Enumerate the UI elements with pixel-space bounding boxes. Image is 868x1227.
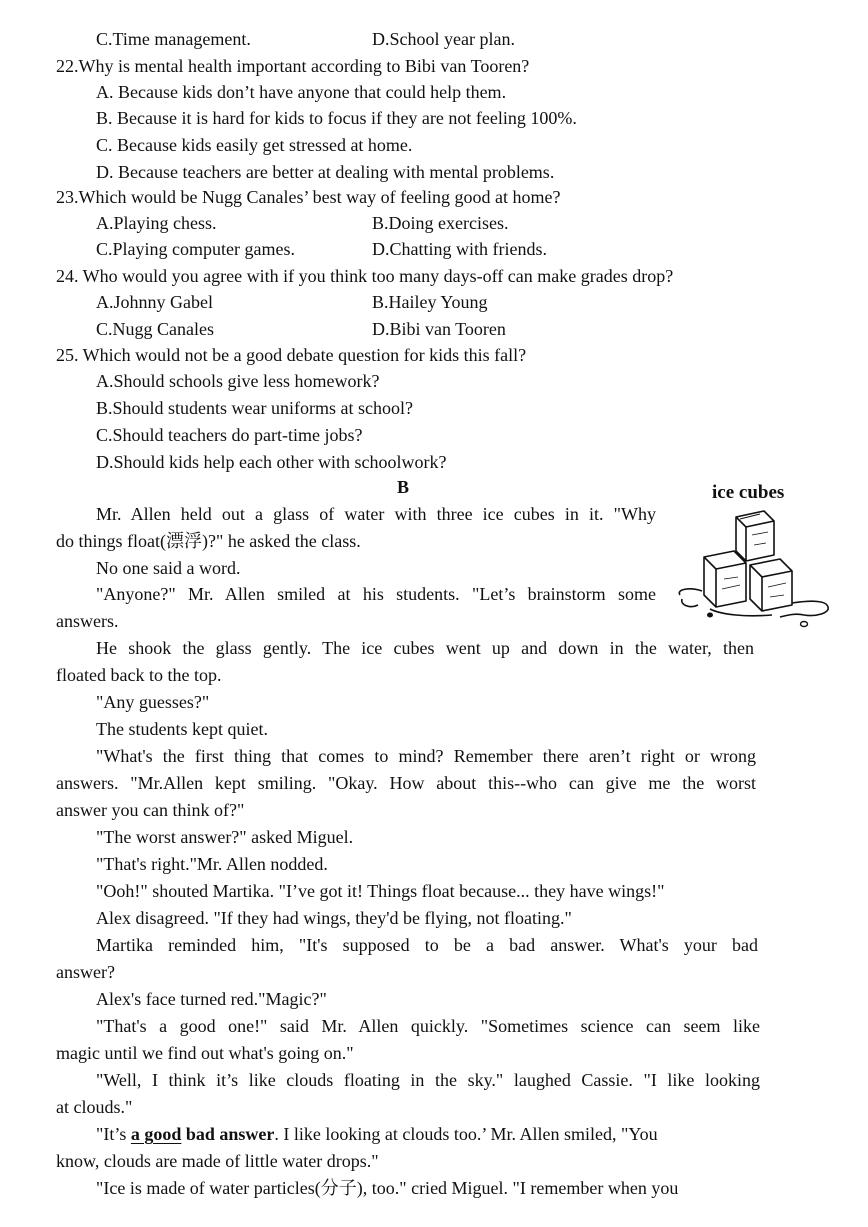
q21-option-c: C.Time management. <box>96 29 251 49</box>
story-text: . I like looking at clouds too.’ Mr. Allen smiled, "You <box>274 1124 658 1144</box>
q22-option-d: D. Because teachers are better at dealing with mental problems. <box>96 162 555 182</box>
story-line: answer? <box>56 962 115 982</box>
story-line: No one said a word. <box>96 558 241 578</box>
underlined-phrase: a good <box>130 1124 182 1144</box>
q25-option-d: D.Should kids help each other with schoolwork? <box>96 452 447 472</box>
bold-phrase: bad answer <box>185 1124 275 1144</box>
story-line: "Any guesses?" <box>96 692 210 712</box>
q23-option-d: D.Chatting with friends. <box>372 239 547 259</box>
q25-option-a: A.Should schools give less homework? <box>96 371 380 391</box>
story-line: He shook the glass gently. The ice cubes went up and down in the water, then <box>96 638 754 658</box>
story-line: The students kept quiet. <box>96 719 268 739</box>
q24-option-d: D.Bibi van Tooren <box>372 319 506 339</box>
story-line: Mr. Allen held out a glass of water with three ice cubes in it. "Why <box>96 504 656 524</box>
story-text: "It’s <box>96 1124 131 1144</box>
story-line: "That's a good one!" said Mr. Allen quickly. "Sometimes science can seem like <box>96 1016 760 1036</box>
story-line-emphasis <box>96 1123 658 1145</box>
story-line: "Well, I think it’s like clouds floating in the sky." laughed Cassie. "I like looking <box>96 1070 760 1090</box>
q22-option-b: B. Because it is hard for kids to focus if they are not feeling 100%. <box>96 108 577 128</box>
q24-option-b: B.Hailey Young <box>372 292 488 312</box>
question-24: 24. Who would you agree with if you think too many days-off can make grades drop? <box>56 266 674 286</box>
q23-option-a: A.Playing chess. <box>96 213 217 233</box>
section-heading-b: B <box>397 477 410 497</box>
story-line: do things float(漂浮)?" he asked the class. <box>56 531 361 551</box>
story-line: Alex's face turned red."Magic?" <box>96 989 327 1009</box>
story-line: "That's right."Mr. Allen nodded. <box>96 854 328 874</box>
q24-option-c: C.Nugg Canales <box>96 319 214 339</box>
story-line: "Ooh!" shouted Martika. "I’ve got it! Things float because... they have wings!" <box>96 881 665 901</box>
question-23: 23.Which would be Nugg Canales’ best way of feeling good at home? <box>56 187 561 207</box>
q23-option-b: B.Doing exercises. <box>372 213 509 233</box>
q22-option-a: A. Because kids don’t have anyone that could help them. <box>96 82 507 102</box>
question-22: 22.Why is mental health important according to Bibi van Tooren? <box>56 56 530 76</box>
story-line: answer you can think of?" <box>56 800 245 820</box>
q24-option-a: A.Johnny Gabel <box>96 292 213 312</box>
ice-cubes-illustration <box>676 505 832 629</box>
story-line: at clouds." <box>56 1097 133 1117</box>
q22-option-c: C. Because kids easily get stressed at home. <box>96 135 413 155</box>
q25-option-b: B.Should students wear uniforms at school? <box>96 398 413 418</box>
story-line: "Ice is made of water particles(分子), too." cried Miguel. "I remember when you <box>96 1178 679 1198</box>
story-line: Alex disagreed. "If they had wings, they'd be flying, not floating." <box>96 908 572 928</box>
story-line: answers. "Mr.Allen kept smiling. "Okay. How about this--who can give me the worst <box>56 773 756 793</box>
story-line: Martika reminded him, "It's supposed to be a bad answer. What's your bad <box>96 935 758 955</box>
story-line: "The worst answer?" asked Miguel. <box>96 827 354 847</box>
story-line: floated back to the top. <box>56 665 222 685</box>
story-line: "What's the first thing that comes to mind? Remember there aren’t right or wrong <box>96 746 756 766</box>
story-line: answers. <box>56 611 119 631</box>
q23-option-c: C.Playing computer games. <box>96 239 295 259</box>
story-line: magic until we find out what's going on." <box>56 1043 354 1063</box>
story-line: "Anyone?" Mr. Allen smiled at his students. "Let’s brainstorm some <box>96 584 656 604</box>
story-line: know, clouds are made of little water drops." <box>56 1151 379 1171</box>
q21-option-d: D.School year plan. <box>372 29 515 49</box>
q25-option-c: C.Should teachers do part-time jobs? <box>96 425 363 445</box>
ice-cubes-caption: ice cubes <box>712 482 785 503</box>
question-25: 25. Which would not be a good debate question for kids this fall? <box>56 345 527 365</box>
